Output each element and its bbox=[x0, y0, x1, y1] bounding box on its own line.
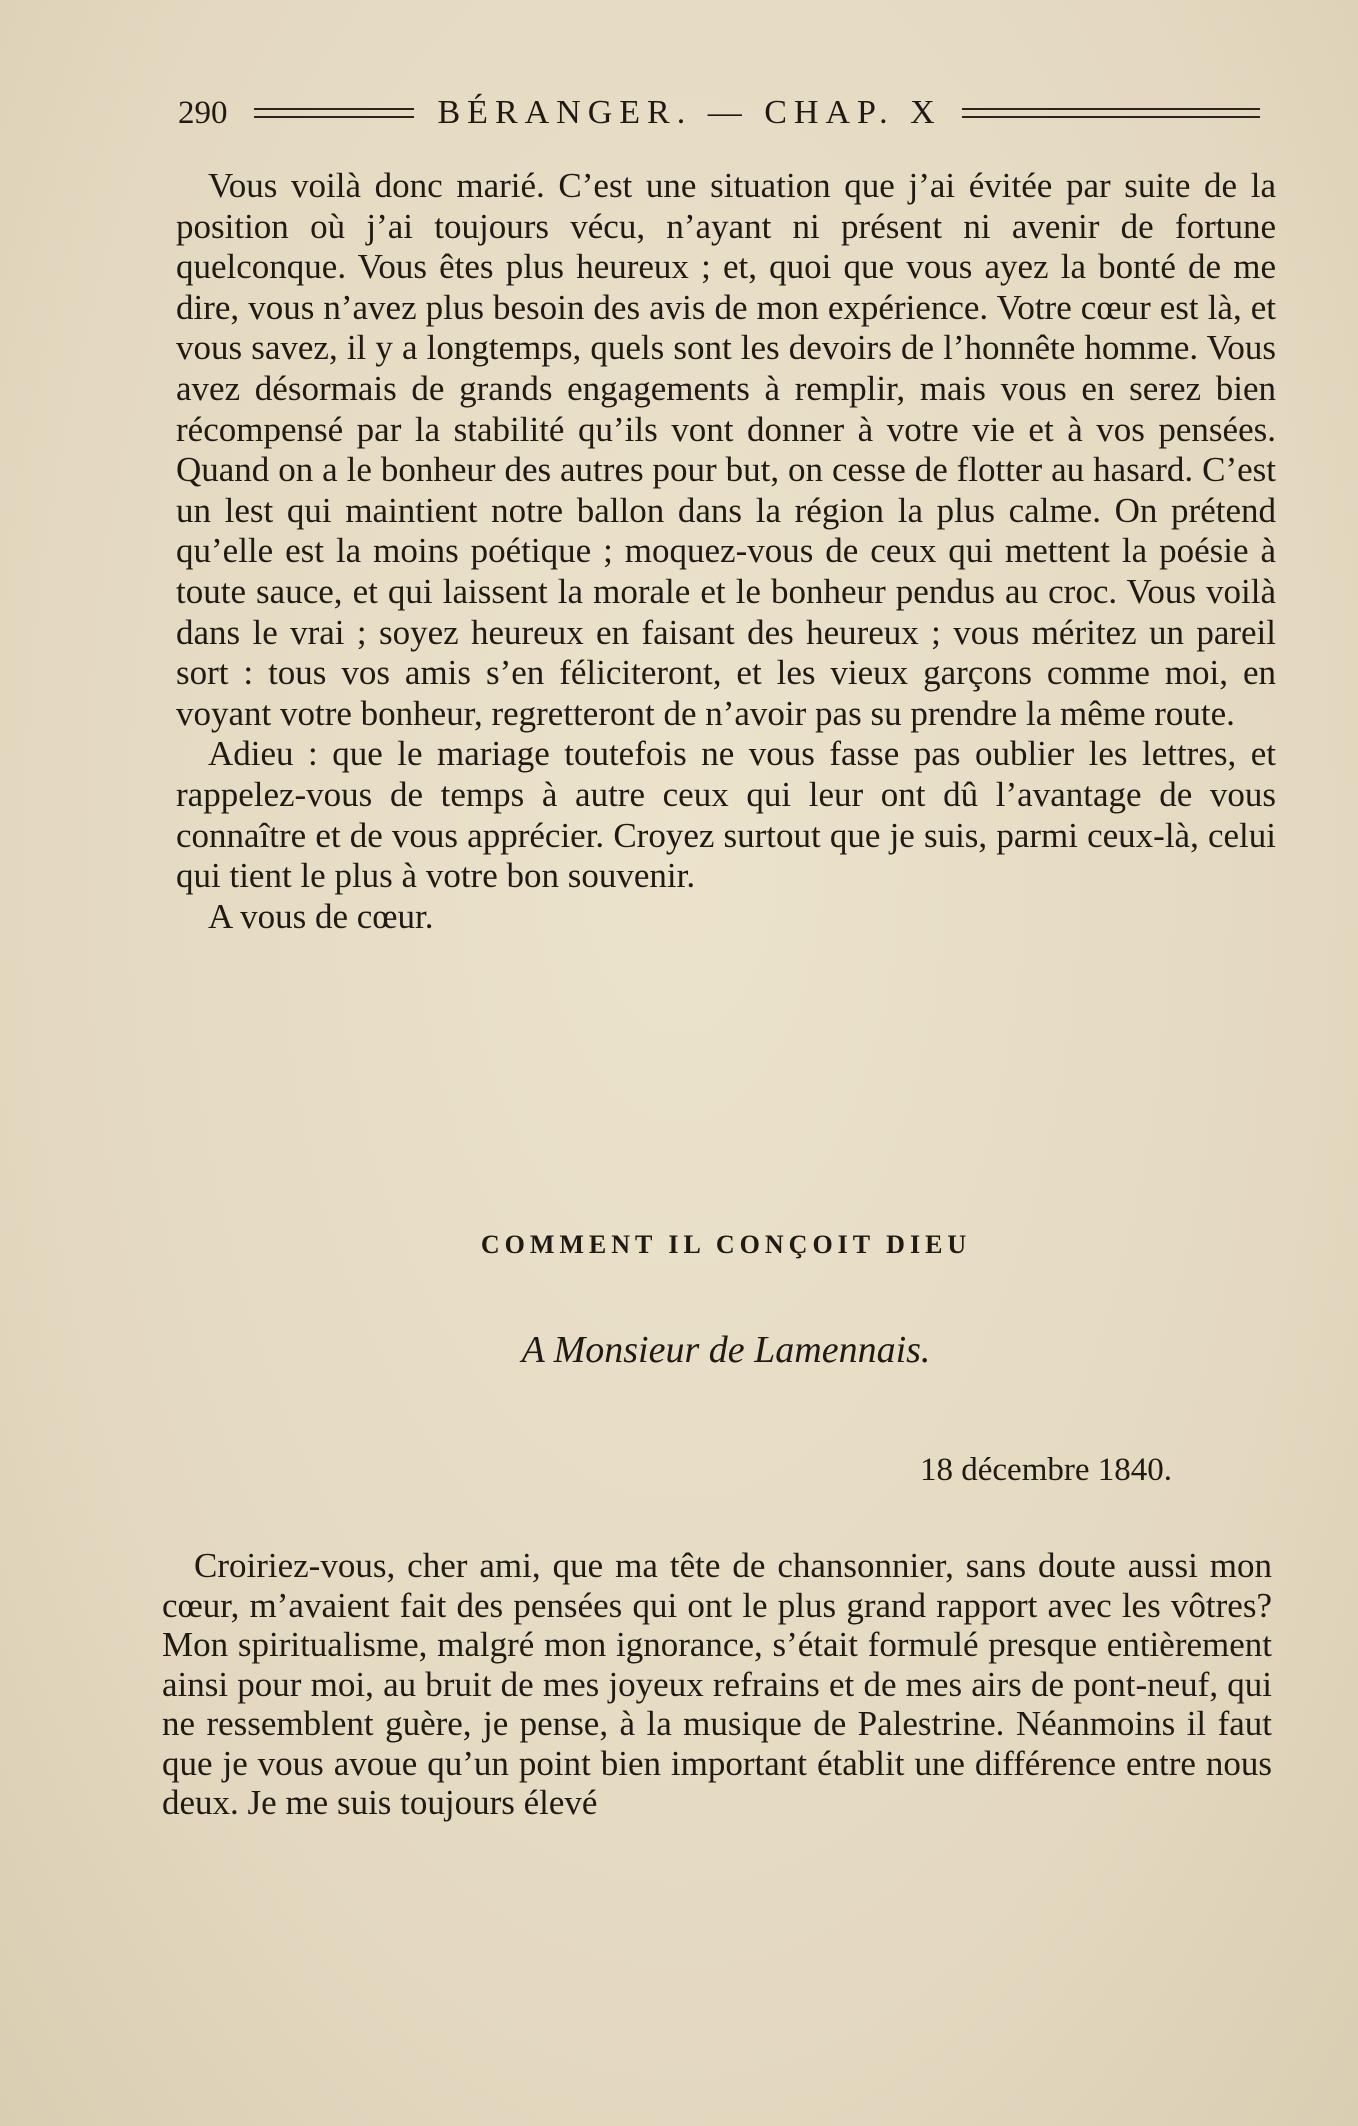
dedication: A Monsieur de Lamennais. bbox=[521, 1329, 931, 1371]
letter-date: 18 décembre 1840. bbox=[920, 1452, 1172, 1488]
page-number: 290 bbox=[178, 94, 228, 131]
running-header bbox=[178, 88, 1280, 138]
section-heading: COMMENT IL CONÇOIT DIEU bbox=[480, 1230, 972, 1259]
closing-line: A vous de cœur. bbox=[208, 896, 434, 936]
header-rule-right bbox=[962, 108, 1260, 118]
paragraph: Vous voilà donc marié. C’est une situation que j’ai évitée par suite de la position où j’ai toujours vécu, n’ayant ni présent ni avenir de fortune quelconque. Vous êtes plus heureux ; et, quoi que vous ayez la bonté de me dire, vous n’avez plus besoin des avis de mon expérience. Votre cœur est là, et vous savez, il y a longtemps, quels sont les devoirs de l’honnête homme. Vous avez désormais de grands engagements à remplir, mais vous en serez bien récompensé par la stabilité qu’ils vont donner à votre vie et à vos pensées. Quand on a le bonheur des autres pour but, on cesse de flotter au hasard. C’est un lest qui maintient notre ballon dans la région la plus calme. On prétend qu’elle est la moins poétique ; moquez-vous de ceux qui mettent la poésie à toute sauce, et qui laissent la morale et le bonheur pendus au croc. Vous voilà dans le vrai ; soyez heureux en faisant des heureux ; vous méritez un pareil sort : tous vos amis s’en féliciteront, et les vieux garçons comme moi, en voyant votre bonheur, regretteront de n’avoir pas su prendre la même route. bbox=[176, 166, 1276, 733]
paragraph: Croiriez-vous, cher ami, que ma tête de chansonnier, sans doute aussi mon cœur, m’avaient fait des pensées qui ont le plus grand rapport avec les vôtres? Mon spiritualisme, malgré mon ignorance, s’était formulé presque entièrement ainsi pour moi, au bruit de mes joyeux refrains et de mes airs de pont-neuf, qui ne ressemblent guère, je pense, à la musique de Palestrine. Néanmoins il faut que je vous avoue qu’un point bien important établit une différence entre nous deux. Je me suis toujours élevé bbox=[162, 1546, 1272, 1822]
paragraph: Adieu : que le mariage toutefois ne vous fasse pas oublier les lettres, et rappelez-vous de temps à autre ceux qui leur ont dû l’avantage de vous connaître et de vous apprécier. Croyez surtout que je suis, parmi ceux-là, celui qui tient le plus à votre bon souvenir. bbox=[176, 734, 1276, 896]
header-rule-left bbox=[254, 108, 414, 118]
letter-two-body bbox=[162, 1546, 1272, 1823]
letter-one-body bbox=[176, 166, 1276, 937]
running-title: BÉRANGER. — CHAP. X bbox=[437, 94, 942, 131]
